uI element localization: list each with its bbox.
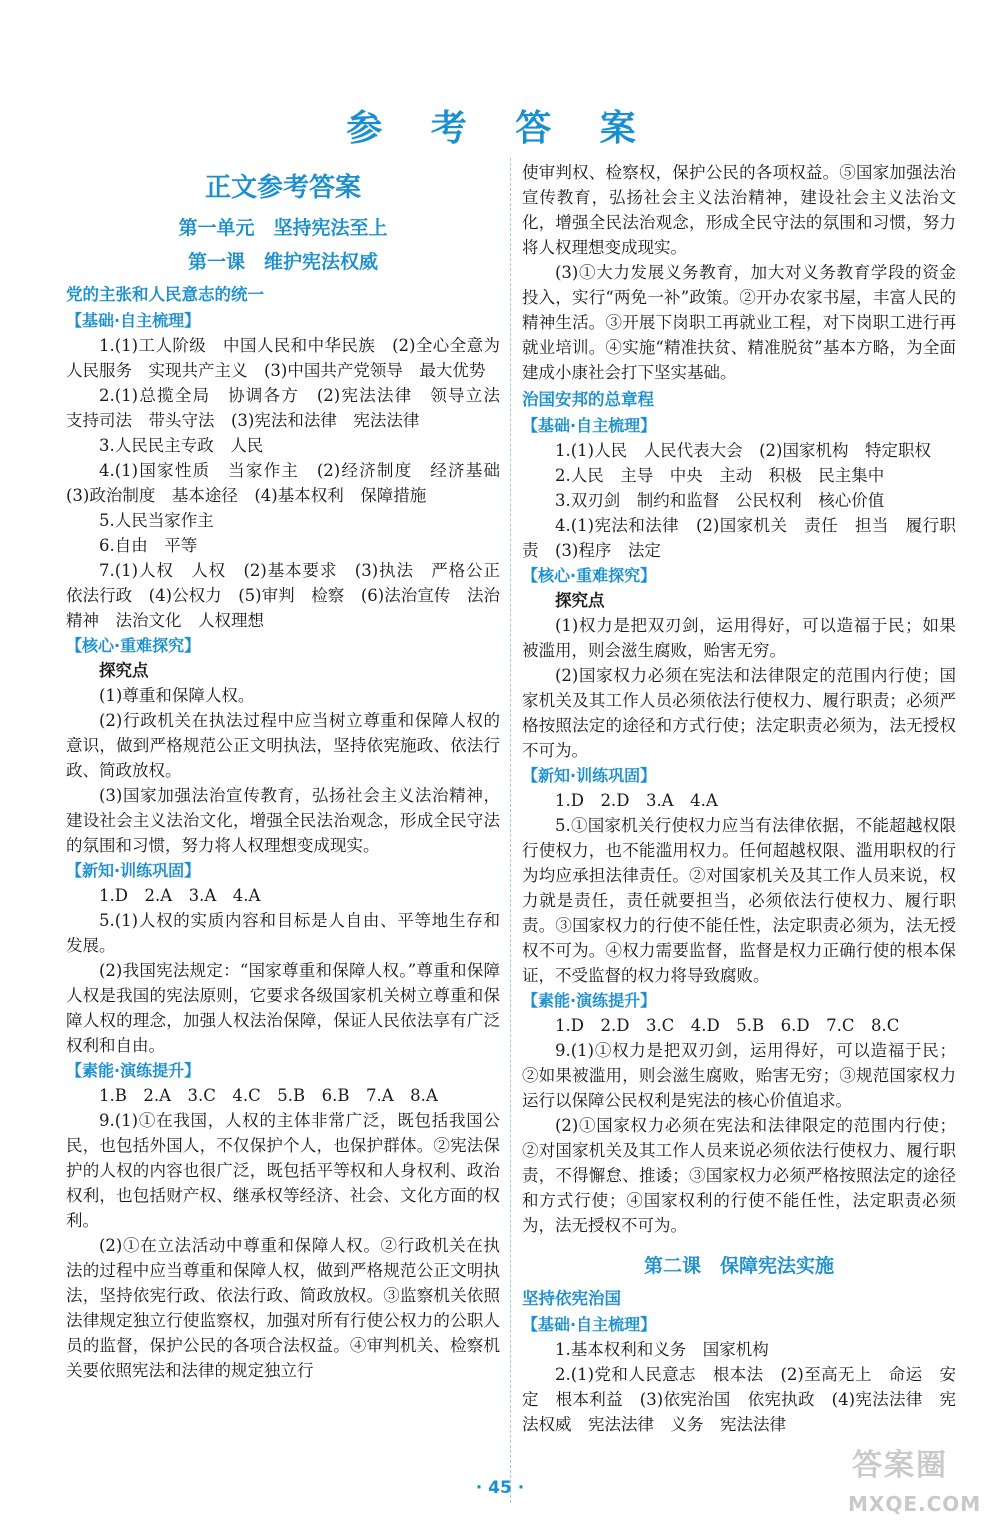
answer-paragraph: 3.人民民主专政 人民 <box>99 436 264 455</box>
answer-paragraph: 1.B 2.A 3.C 4.C 5.B 6.B 7.A 8.A <box>99 1086 438 1105</box>
answer-paragraph: 9.(1)①权力是把双刃剑，运用得好，可以造福于民；②如果被滥用，则会滋生腐败，贻害无穷；③规范国家权力运行以保障公民权利是宪法的核心价值追求。 <box>522 1041 956 1110</box>
answer-paragraph: 1.D 2.D 3.A 4.A <box>555 791 718 810</box>
answer-paragraph: 使审判权、检察权，保护公民的各项权益。⑤国家加强法治宣传教育，弘扬社会主义法治精神，建设社会主义法治文化，增强全民法治观念，形成全民守法的氛围和习惯，努力将人权理想变成现实。 <box>522 163 956 257</box>
answer-paragraph: 4.(1)宪法和法律 (2)国家机关 责任 担当 履行职责 (3)程序 法定 <box>522 516 956 560</box>
watermark-logo: 答案圈 <box>852 1448 948 1483</box>
subsection-title: 【核心·重难探究】 <box>66 636 201 655</box>
watermark-url: MXQE.COM <box>848 1492 982 1516</box>
answer-paragraph: 2.(1)总揽全局 协调各方 (2)宪法法律 领导立法 支持司法 带头守法 (3)宪法和法律 宪法法律 <box>66 386 517 430</box>
watermark <box>842 1440 998 1528</box>
left-column <box>66 160 517 1383</box>
answer-paragraph: (2)我国宪法规定：“国家尊重和保障人权。”尊重和保障人权是我国的宪法原则，它要求各级国家机关树立尊重和保障人权的理念，加强人权法治保障，保证人民依法享有广泛权利和自由。 <box>66 961 500 1055</box>
explore-label: 探究点 <box>99 661 149 680</box>
answer-paragraph: 1.(1)人民 人民代表大会 (2)国家机构 特定职权 <box>555 441 931 460</box>
answer-paragraph: 2.人民 主导 中央 主动 积极 民主集中 <box>555 466 885 485</box>
answer-paragraph: 9.(1)①在我国，人权的主体非常广泛，既包括我国公民，也包括外国人，不仅保护个人，也保护群体。②宪法保护的人权的内容也很广泛，既包括平等权和人身权利、政治权利，也包括财产权、继承权等经济、社会、文化方面的权利。 <box>66 1111 500 1230</box>
answer-paragraph: 3.双刃剑 制约和监督 公民权利 核心价值 <box>555 491 885 510</box>
page-title: 参 考 答 案 <box>346 108 654 149</box>
answer-paragraph: (3)①大力发展义务教育，加大对义务教育学段的资金投入，实行“两免一补”政策。②开办农家书屋，丰富人民的精神生活。③开展下岗职工再就业工程，对下岗职工进行再就业培训。④实施“精准扶贫、精准脱贫”基本方略，为全面建成小康社会打下坚实基础。 <box>522 263 956 382</box>
subsection-title: 【基础·自主梳理】 <box>66 311 201 330</box>
explore-label: 探究点 <box>555 591 605 610</box>
lesson-heading: 第一课 维护宪法权威 <box>187 251 378 273</box>
subsection-title: 【基础·自主梳理】 <box>522 1315 657 1334</box>
subsection-title: 【素能·演练提升】 <box>66 1061 201 1080</box>
answer-paragraph: 5.①国家机关行使权力应当有法律依据，不能超越权限行使权力，也不能滥用权力。任何超越权限、滥用职权的行为均应承担法律责任。②对国家机关及其工作人员来说，权力就是责任，责任就要担当，必须依法行使权力、履行职责。③国家权力的行使不能任性，法定职责必须为，法无授权不可为。④权力需要监督，监督是权力正确行使的根本保证，不受监督的权力将导致腐败。 <box>522 816 956 985</box>
topic-heading: 坚持依宪治国 <box>522 1289 621 1308</box>
subsection-title: 【新知·训练巩固】 <box>66 861 201 880</box>
answer-paragraph: 5.人民当家作主 <box>99 511 214 530</box>
answer-paragraph: 1.(1)工人阶级 中国人民和中华民族 (2)全心全意为人民服务 实现共产主义 (3)中国共产党领导 最大优势 <box>66 336 500 380</box>
answer-paragraph: 1.基本权利和义务 国家机构 <box>555 1340 769 1359</box>
answer-paragraph: (2)①在立法活动中尊重和保障人权。②行政机关在执法的过程中应当尊重和保障人权，做到严格规范公正文明执法，坚持依宪行政、依法行政、简政放权。③监察机关依照法律规定独立行使监察权，加强对所有行使公权力的公职人员的监督，保护公民的各项合法权益。④审判机关、检察机关要依照宪法和法律的规定独立行 <box>66 1236 500 1380</box>
answer-paragraph: 4.(1)国家性质 当家作主 (2)经济制度 经济基础 (3)政治制度 基本途径 (4)基本权利 保障措施 <box>66 461 517 505</box>
section-heading: 正文参考答案 <box>204 173 361 203</box>
subsection-title: 【基础·自主梳理】 <box>522 416 657 435</box>
subsection-title: 【核心·重难探究】 <box>522 566 657 585</box>
subsection-title: 【新知·训练巩固】 <box>522 766 657 785</box>
topic-heading: 治国安邦的总章程 <box>522 390 654 409</box>
page-number: · 45 · <box>475 1478 525 1498</box>
answer-paragraph: 7.(1)人权 人权 (2)基本要求 (3)执法 严格公正 依法行政 (4)公权力 (5)审判 检察 (6)法治宣传 法治精神 法治文化 人权理想 <box>66 561 517 630</box>
column-divider <box>510 158 511 1503</box>
answer-paragraph: 6.自由 平等 <box>99 536 198 555</box>
answer-paragraph: (2)①国家权力必须在宪法和法律限定的范围内行使；②对国家机关及其工作人员来说必须依法行使权力、履行职责，不得懈怠、推诿；③国家权力必须严格按照法定的途径和方式行使；④国家权利的行使不能任性，法定职责必须为，法无授权不可为。 <box>522 1116 956 1235</box>
right-column <box>522 160 956 1437</box>
topic-heading: 党的主张和人民意志的统一 <box>66 285 264 304</box>
unit-heading: 第一单元 坚持宪法至上 <box>178 217 388 239</box>
answer-paragraph: (2)行政机关在执法过程中应当树立尊重和保障人权的意识，做到严格规范公正文明执法，坚持依宪施政、依法行政、简政放权。 <box>66 711 500 780</box>
subsection-title: 【素能·演练提升】 <box>522 991 657 1010</box>
answer-paragraph: (2)国家权力必须在宪法和法律限定的范围内行使；国家机关及其工作人员必须依法行使权力、履行职责；必须严格按照法定的途径和方式行使；法定职责必须为，法无授权不可为。 <box>522 666 956 760</box>
lesson-heading: 第二课 保障宪法实施 <box>643 1255 834 1277</box>
answer-paragraph: 1.D 2.D 3.C 4.D 5.B 6.D 7.C 8.C <box>555 1016 900 1035</box>
answer-paragraph: (1)权力是把双刃剑，运用得好，可以造福于民；如果被滥用，则会滋生腐败，贻害无穷。 <box>522 616 956 660</box>
answer-paragraph: (3)国家加强法治宣传教育，弘扬社会主义法治精神，建设社会主义法治文化，增强全民法治观念，形成全民守法的氛围和习惯，努力将人权理想变成现实。 <box>66 786 500 855</box>
answer-paragraph: 1.D 2.A 3.A 4.A <box>99 886 261 905</box>
answer-paragraph: (1)尊重和保障人权。 <box>99 686 255 705</box>
answer-paragraph: 2.(1)党和人民意志 根本法 (2)至高无上 命运 安定 根本利益 (3)依宪治国 依宪执政 (4)宪法法律 宪法权威 宪法法律 义务 宪法法律 <box>522 1365 956 1434</box>
answer-paragraph: 5.(1)人权的实质内容和目标是人自由、平等地生存和发展。 <box>66 911 500 955</box>
